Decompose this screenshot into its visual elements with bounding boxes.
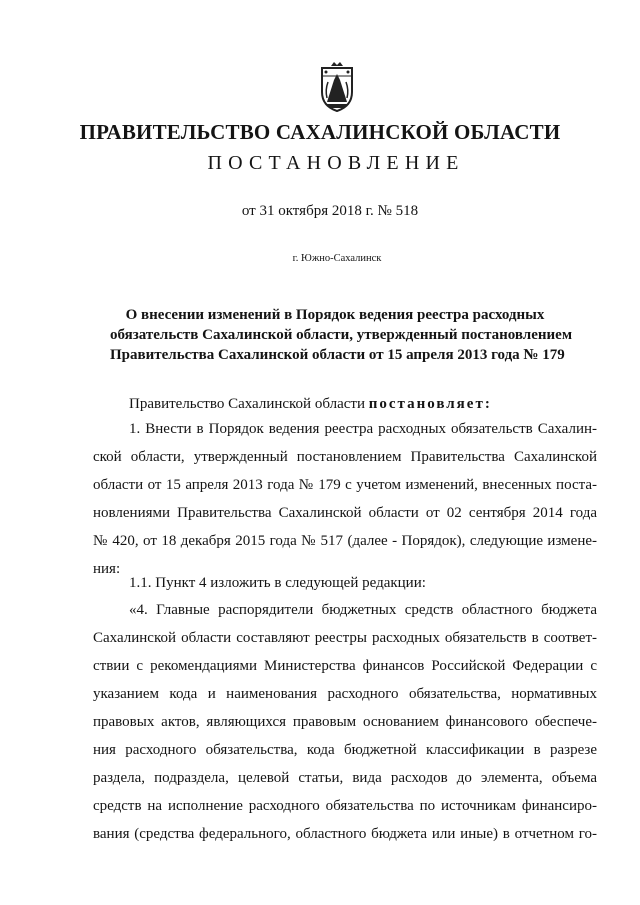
preamble [93, 390, 597, 418]
title-line: Правительства Сахалинской области от 15 апреля 2013 года № 179 [110, 347, 565, 363]
title-line: О внесении изменений в Порядок ведения реестра расходных [125, 307, 545, 323]
quote-line: средств на исполнение расходного обязательства по источникам финансиро- [93, 798, 597, 814]
paragraph-line: № 420, от 18 декабря 2015 года № 517 (далее - Порядок), следующие измене- [93, 533, 597, 549]
document-city: г. Южно-Сахалинск [292, 253, 382, 264]
preamble-line [93, 390, 597, 418]
document-title [110, 305, 573, 365]
paragraph-line: ской области, утвержденный постановлением Правительства Сахалинской [93, 449, 597, 465]
item-1-1 [93, 569, 597, 597]
paragraph-1 [93, 415, 597, 583]
quote-line: «4. Главные распорядители бюджетных средств областного бюджета [129, 602, 597, 618]
paragraph-line: новлениями Правительства Сахалинской области от 02 сентября 2014 года [93, 505, 597, 521]
title-line: обязательств Сахалинской области, утвержденный постановлением [110, 327, 573, 343]
document-date-number: от 31 октября 2018 г. № 518 [241, 203, 419, 219]
item-line: 1.1. Пункт 4 изложить в следующей редакции: [129, 575, 426, 591]
quote-line: ствии с рекомендациями Министерства финансов Российской Федерации с [93, 658, 597, 674]
quoted-point-4 [93, 596, 597, 848]
paragraph-line: области от 15 апреля 2013 года № 179 с учетом изменений, внесенных поста- [93, 477, 597, 493]
quote-line: раздела, подраздела, целевой статьи, вида расходов до элемента, объема [93, 770, 597, 786]
preamble-text: Правительство Сахалинской области [129, 396, 369, 412]
quote-line: Сахалинской области составляют реестры расходных обязательств в соответ- [93, 630, 597, 646]
paragraph-line: ния: [93, 561, 121, 577]
quote-line: правовых актов, являющихся правовым основанием финансового обеспече- [93, 714, 597, 730]
preamble-emphasis: постановляет: [368, 396, 492, 412]
quote-line: вания (средства федерального, областного бюджета или иные) в отчетном го- [93, 826, 597, 842]
paragraph-line: 1. Внести в Порядок ведения реестра расходных обязательств Сахалин- [129, 421, 597, 437]
document-type: ПОСТАНОВЛЕНИЕ [207, 152, 465, 174]
quote-line: указанием кода и наименования расходного обязательства, нормативных [93, 686, 597, 702]
coat-of-arms-emblem [318, 62, 356, 112]
quote-line: ния расходного обязательства, кода бюджетной классификации в разрезе [93, 742, 597, 758]
government-name: ПРАВИТЕЛЬСТВО САХАЛИНСКОЙ ОБЛАСТИ [79, 120, 561, 144]
